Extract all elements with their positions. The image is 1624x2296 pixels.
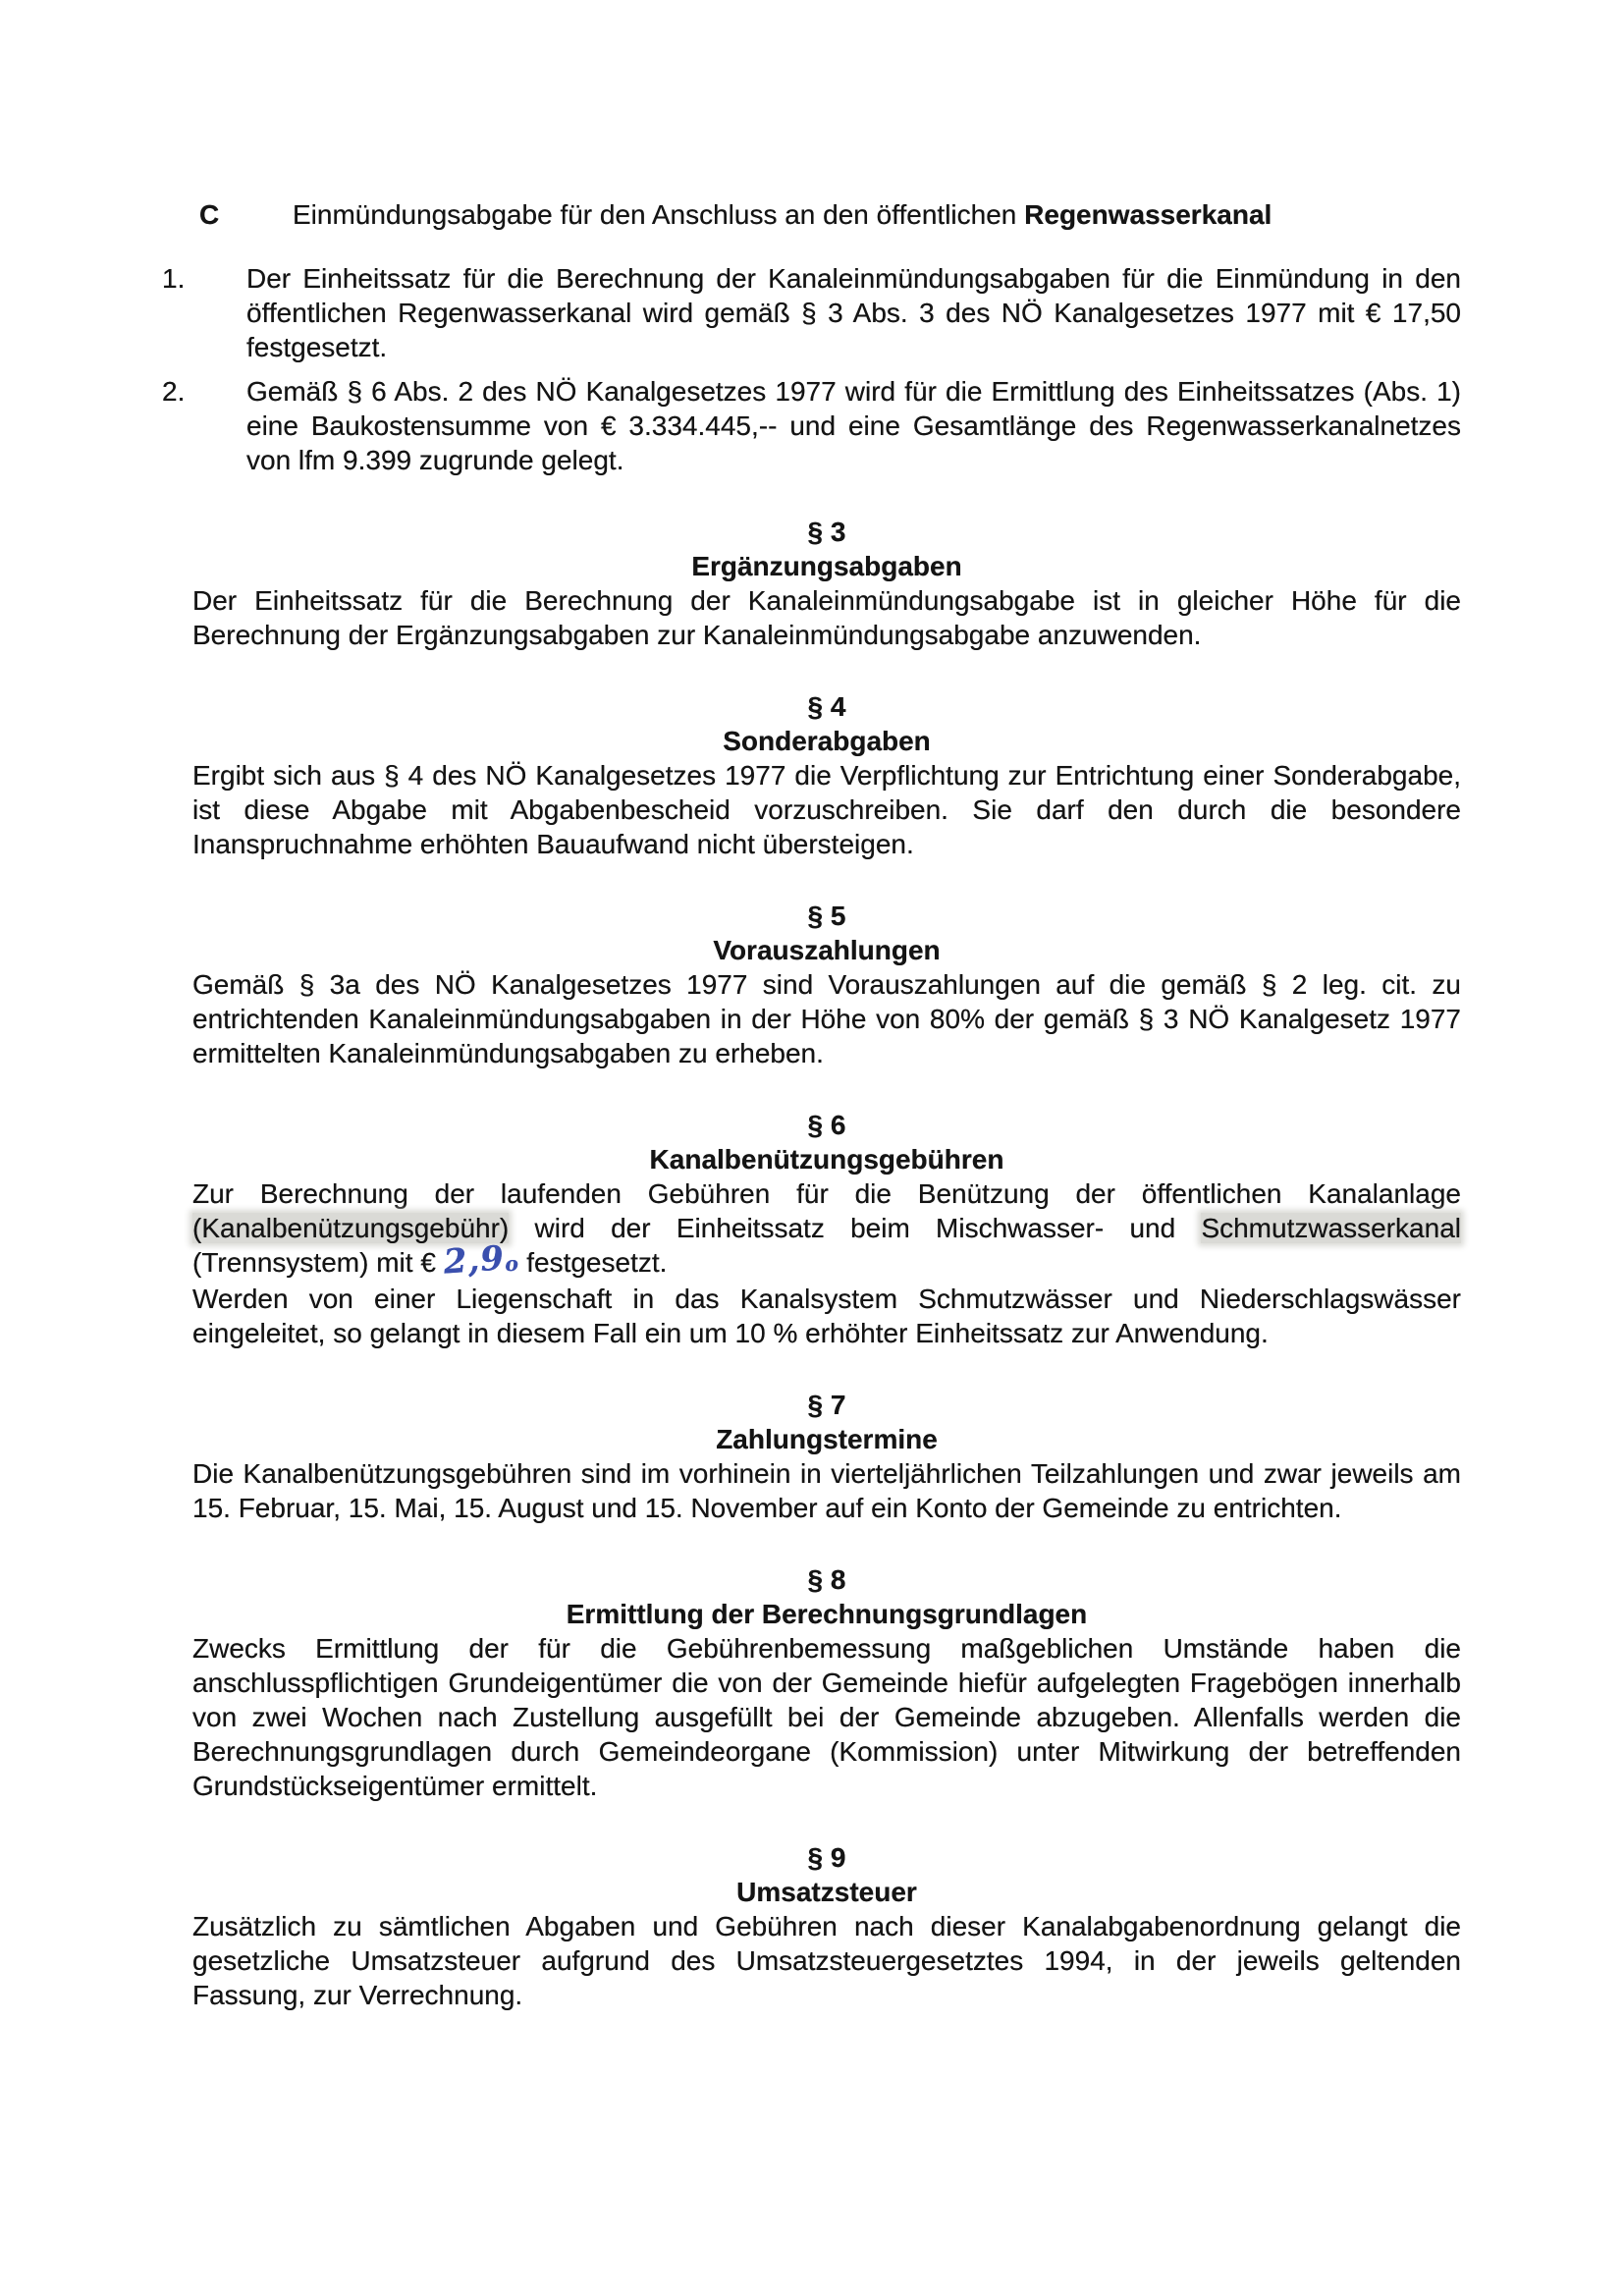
paragraph-text: festgesetzt. xyxy=(518,1247,668,1278)
section-number: § 9 xyxy=(807,1842,846,1873)
section-par-4 xyxy=(192,689,1461,861)
section-title: Vorauszahlungen xyxy=(713,935,941,965)
section-title: Umsatzsteuer xyxy=(736,1877,917,1907)
section-par-9 xyxy=(192,1840,1461,2012)
section-par-3 xyxy=(192,515,1461,652)
section-par-6 xyxy=(192,1108,1461,1350)
handwritten-amount-small-o: o xyxy=(504,1251,520,1277)
paragraph-text: Zur Berechnung der laufenden Gebühren für die Benützung der öffentlichen Kanalanlage xyxy=(192,1178,1461,1209)
section-paragraph: Zusätzlich zu sämtlichen Abgaben und Gebühren nach dieser Kanalabgabenordnung gelangt die gesetzliche Umsatzsteuer aufgrund des Umsatzsteuergesetztes 1994, in der jeweils geltenden Fassung, zur Verrechnung. xyxy=(192,1911,1461,2010)
section-title: Ermittlung der Berechnungsgrundlagen xyxy=(566,1599,1088,1629)
section-number: § 4 xyxy=(807,691,846,722)
section-paragraph: Werden von einer Liegenschaft in das Kanalsystem Schmutzwässer und Niederschlagswässer eingeleitet, so gelangt in diesem Fall ein um 10 % erhöhter Einheitssatz zur Anwendung. xyxy=(192,1284,1461,1348)
section-paragraph: Gemäß § 3a des NÖ Kanalgesetzes 1977 sind Vorauszahlungen auf die gemäß § 2 leg. cit. zu entrichtenden Kanaleinmündungsabgaben in der Höhe von 80% der gemäß § 3 NÖ Kanalgesetz 1977 ermittelten Kanaleinmündungsabgaben zu erheben. xyxy=(192,969,1461,1068)
section-number: § 8 xyxy=(807,1564,846,1595)
section-paragraph: Der Einheitssatz für die Berechnung der Kanaleinmündungsabgabe ist in gleicher Höhe für die Berechnung der Ergänzungsabgaben zur Kanaleinmündungsabgabe anzuwenden. xyxy=(192,585,1461,650)
section-title: Zahlungstermine xyxy=(716,1424,938,1454)
list-item-text: Gemäß § 6 Abs. 2 des NÖ Kanalgesetzes 1977 wird für die Ermittlung des Einheitssatzes (Abs. 1) eine Baukostensumme von € 3.334.445,-- und eine Gesamtlänge des Regenwasserkanalnetzes von lfm 9.399 zugrunde gelegt. xyxy=(246,376,1461,475)
scan-artifact-highlight: Schmutzwasserkanal xyxy=(1201,1213,1461,1243)
section-number: § 5 xyxy=(807,901,846,931)
numbered-list xyxy=(162,261,1461,477)
list-item xyxy=(162,261,1461,364)
section-title: Sonderabgaben xyxy=(723,726,931,756)
heading-label: C xyxy=(199,199,220,230)
list-item-number: 2. xyxy=(162,376,186,407)
section-number: § 3 xyxy=(807,517,846,547)
section-par-7 xyxy=(192,1388,1461,1525)
list-item-text: Der Einheitssatz für die Berechnung der Kanaleinmündungsabgaben für die Einmündung in den öffentlichen Regenwasserkanal wird gemäß § 3 Abs. 3 des NÖ Kanalgesetzes 1977 mit € 17,50 festgesetzt. xyxy=(246,263,1461,362)
section-title: Kanalbenützungsgebühren xyxy=(649,1144,1004,1175)
section-paragraph: Die Kanalbenützungsgebühren sind im vorhinein in vierteljährlichen Teilzahlungen und zwar jeweils am 15. Februar, 15. Mai, 15. August und 15. November auf ein Konto der Gemeinde zu entrichten. xyxy=(192,1458,1461,1523)
document-heading xyxy=(199,197,1461,232)
section-paragraph: Zwecks Ermittlung der für die Gebührenbemessung maßgeblichen Umstände haben die anschlusspflichtigen Grundeigentümer die von der Gemeinde hiefür aufgelegten Fragebögen innerhalb von zwei Wochen nach Zustellung ausgefüllt bei der Gemeinde abzugeben. Allenfalls werden die Berechnungsgrundlagen durch Gemeindeorgane (Kommission) unter Mitwirkung der betreffenden Grundstückseigentümer ermittelt. xyxy=(192,1633,1461,1801)
heading-title xyxy=(293,197,1272,232)
paragraph-text: wird der Einheitssatz beim Mischwasser- und xyxy=(509,1213,1202,1243)
handwritten-amount-main: 2,9 xyxy=(442,1238,506,1283)
scan-artifact-highlight: (Kanalbenützungsgebühr) xyxy=(192,1213,510,1243)
heading-title-bold: Regenwasserkanal xyxy=(1024,199,1272,230)
section-par-5 xyxy=(192,899,1461,1070)
list-item-number: 1. xyxy=(162,263,186,294)
handwritten-amount xyxy=(442,1238,520,1283)
heading-title-regular: Einmündungsabgabe für den Anschluss an den öffentlichen xyxy=(293,199,1025,230)
section-par-8 xyxy=(192,1562,1461,1803)
section-paragraph: Ergibt sich aus § 4 des NÖ Kanalgesetzes 1977 die Verpflichtung zur Entrichtung einer Sonderabgabe, ist diese Abgabe mit Abgabenbescheid vorzuschreiben. Sie darf den durch die besondere Inanspruchnahme erhöhten Bauaufwand nicht übersteigen. xyxy=(192,760,1461,859)
paragraph-text: (Trennsystem) mit € xyxy=(192,1247,444,1278)
section-number: § 7 xyxy=(807,1390,846,1420)
section-title: Ergänzungsabgaben xyxy=(691,551,962,581)
section-paragraph xyxy=(192,1176,1461,1282)
list-item xyxy=(162,374,1461,477)
section-number: § 6 xyxy=(807,1110,846,1140)
